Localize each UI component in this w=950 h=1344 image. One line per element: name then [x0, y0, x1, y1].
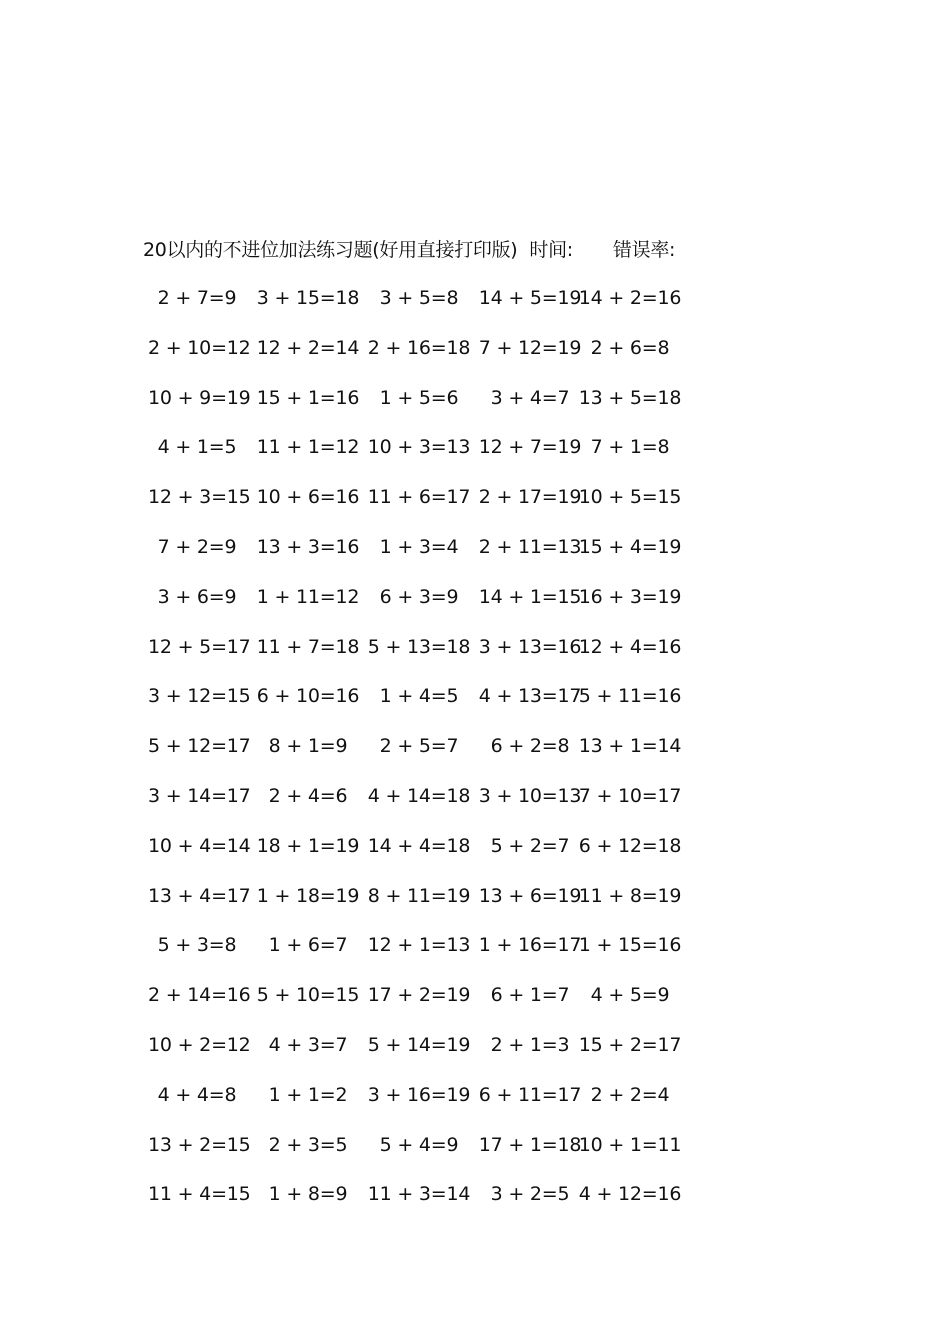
- time-label: 时间:: [529, 239, 573, 261]
- problem-cell: 2 + 16=18: [367, 336, 471, 359]
- problem-cell: 12 + 4=16: [578, 635, 682, 658]
- problem-cell: 1 + 3=4: [379, 535, 459, 558]
- problem-cell: 1 + 18=19: [256, 884, 360, 907]
- problem-cell: 11 + 6=17: [367, 486, 471, 509]
- problem-cell: 2 + 1=3: [490, 1033, 570, 1056]
- problem-cell: 7 + 1=8: [590, 436, 670, 459]
- problem-cell: 12 + 1=13: [367, 934, 471, 957]
- problem-cell: 10 + 9=19: [148, 386, 251, 409]
- problem-cell: 2 + 17=19: [478, 486, 582, 509]
- problem-cell: 6 + 2=8: [490, 735, 570, 758]
- problem-cell: 10 + 3=13: [367, 436, 471, 459]
- problem-cell: 1 + 16=17: [478, 934, 582, 957]
- problem-cell: 4 + 4=8: [157, 1083, 237, 1106]
- worksheet-title: [143, 236, 675, 264]
- problem-cell: 8 + 11=19: [367, 884, 471, 907]
- problem-cell: 2 + 7=9: [157, 287, 237, 309]
- problem-cell: 5 + 3=8: [157, 934, 237, 957]
- problem-cell: 6 + 12=18: [578, 834, 682, 857]
- problem-cell: 1 + 4=5: [379, 685, 459, 708]
- error-rate-label: 错误率:: [612, 239, 676, 261]
- problem-cell: 5 + 11=16: [578, 685, 682, 708]
- problem-cell: 12 + 7=19: [478, 436, 582, 459]
- problem-cell: 10 + 1=11: [578, 1133, 682, 1156]
- problem-cell: 1 + 1=2: [268, 1083, 348, 1106]
- problem-cell: 3 + 13=16: [478, 635, 582, 658]
- problem-cell: 14 + 2=16: [578, 287, 682, 309]
- problem-cell: 11 + 4=15: [148, 1183, 251, 1206]
- problem-cell: 5 + 2=7: [490, 834, 570, 857]
- problem-cell: 17 + 2=19: [367, 984, 471, 1007]
- problem-cell: 18 + 1=19: [256, 834, 360, 857]
- problem-cell: 13 + 5=18: [578, 386, 682, 409]
- problem-cell: 2 + 6=8: [590, 336, 670, 359]
- problem-cell: 3 + 6=9: [157, 585, 237, 608]
- problem-cell: 3 + 10=13: [478, 784, 582, 807]
- problem-cell: 3 + 16=19: [367, 1083, 471, 1106]
- problem-cell: 4 + 12=16: [578, 1183, 682, 1206]
- problem-cell: 15 + 2=17: [578, 1033, 682, 1056]
- problem-cell: 12 + 5=17: [148, 635, 251, 658]
- problem-cell: 3 + 4=7: [490, 386, 570, 409]
- problem-cell: 10 + 5=15: [578, 486, 682, 509]
- problem-cell: 2 + 5=7: [379, 735, 459, 758]
- problem-cell: 11 + 1=12: [256, 436, 360, 459]
- problem-cell: 5 + 4=9: [379, 1133, 459, 1156]
- problem-cell: 13 + 3=16: [256, 535, 360, 558]
- problem-cell: 14 + 5=19: [478, 287, 582, 309]
- problem-cell: 2 + 10=12: [148, 336, 251, 359]
- problem-cell: 12 + 2=14: [256, 336, 360, 359]
- problem-cell: 2 + 2=4: [590, 1083, 670, 1106]
- problem-cell: 4 + 5=9: [590, 984, 670, 1007]
- problem-cell: 11 + 8=19: [578, 884, 682, 907]
- problem-cell: 3 + 2=5: [490, 1183, 570, 1206]
- problem-cell: 3 + 5=8: [379, 287, 459, 309]
- problem-cell: 10 + 6=16: [256, 486, 360, 509]
- problem-cell: 2 + 3=5: [268, 1133, 348, 1156]
- problem-cell: 12 + 3=15: [148, 486, 251, 509]
- problem-cell: 5 + 12=17: [148, 735, 251, 758]
- problem-cell: 10 + 4=14: [148, 834, 251, 857]
- problem-cell: 4 + 3=7: [268, 1033, 348, 1056]
- problem-cell: 2 + 4=6: [268, 784, 348, 807]
- problem-cell: 7 + 2=9: [157, 535, 237, 558]
- problem-cell: 13 + 4=17: [148, 884, 251, 907]
- problem-cell: 11 + 3=14: [367, 1183, 471, 1206]
- problem-cell: 11 + 7=18: [256, 635, 360, 658]
- problem-cell: 4 + 14=18: [367, 784, 471, 807]
- problem-cell: 17 + 1=18: [478, 1133, 582, 1156]
- problem-cell: 3 + 15=18: [256, 287, 360, 309]
- problem-cell: 8 + 1=9: [268, 735, 348, 758]
- title-main: 20以内的不进位加法练习题(好用直接打印版): [143, 239, 518, 261]
- problem-cell: 6 + 11=17: [478, 1083, 582, 1106]
- problem-cell: 3 + 14=17: [148, 784, 251, 807]
- problem-cell: 13 + 2=15: [148, 1133, 251, 1156]
- problem-cell: 13 + 6=19: [478, 884, 582, 907]
- problem-cell: 7 + 10=17: [578, 784, 682, 807]
- problem-cell: 1 + 11=12: [256, 585, 360, 608]
- problem-cell: 6 + 1=7: [490, 984, 570, 1007]
- problem-cell: 15 + 1=16: [256, 386, 360, 409]
- problem-cell: 3 + 12=15: [148, 685, 251, 708]
- problem-cell: 2 + 11=13: [478, 535, 582, 558]
- problem-cell: 5 + 13=18: [367, 635, 471, 658]
- problem-cell: 7 + 12=19: [478, 336, 582, 359]
- problem-cell: 13 + 1=14: [578, 735, 682, 758]
- problem-cell: 14 + 1=15: [478, 585, 582, 608]
- problem-cell: 1 + 8=9: [268, 1183, 348, 1206]
- problem-cell: 4 + 13=17: [478, 685, 582, 708]
- problem-cell: 6 + 3=9: [379, 585, 459, 608]
- problem-cell: 1 + 5=6: [379, 386, 459, 409]
- problem-cell: 15 + 4=19: [578, 535, 682, 558]
- problem-cell: 16 + 3=19: [578, 585, 682, 608]
- problem-cell: 5 + 10=15: [256, 984, 360, 1007]
- problem-cell: 5 + 14=19: [367, 1033, 471, 1056]
- problem-cell: 1 + 6=7: [268, 934, 348, 957]
- problem-cell: 4 + 1=5: [157, 436, 237, 459]
- problem-cell: 2 + 14=16: [148, 984, 251, 1007]
- problem-cell: 14 + 4=18: [367, 834, 471, 857]
- problem-cell: 10 + 2=12: [148, 1033, 251, 1056]
- problem-cell: 6 + 10=16: [256, 685, 360, 708]
- problem-cell: 1 + 15=16: [578, 934, 682, 957]
